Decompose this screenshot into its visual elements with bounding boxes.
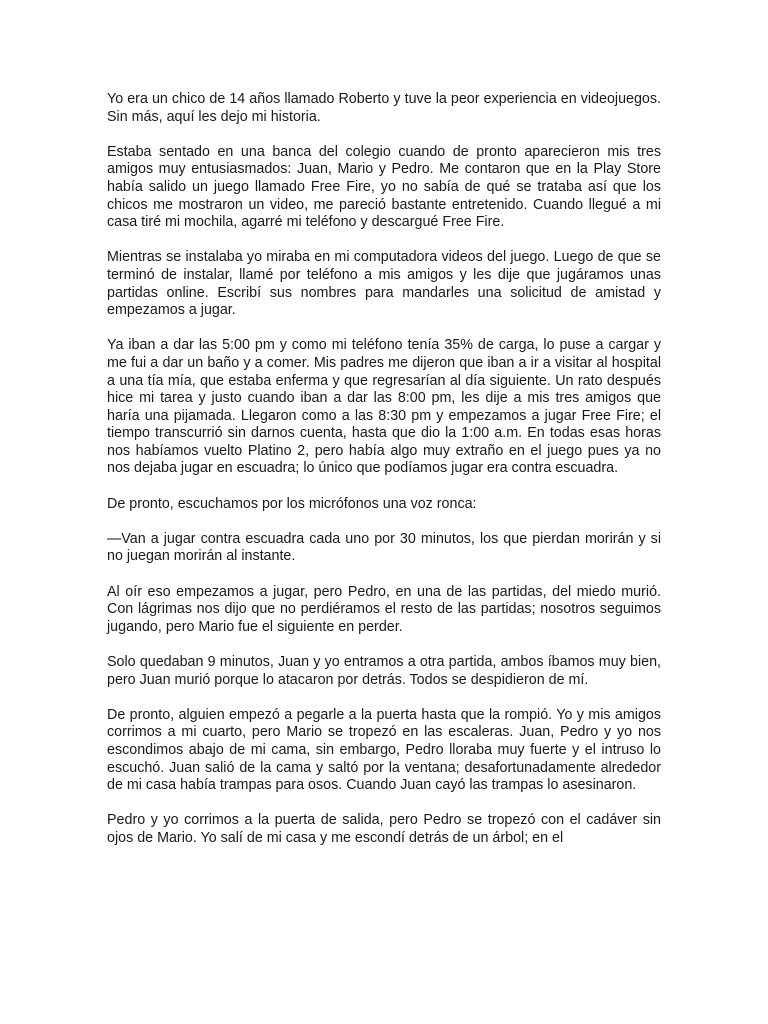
paragraph-1: Yo era un chico de 14 años llamado Roberto y tuve la peor experiencia en videojuegos. Sin más, aquí les dejo mi historia. <box>107 91 661 125</box>
paragraph-10: Pedro y yo corrimos a la puerta de salida, pero Pedro se tropezó con el cadáver sin ojos de Mario. Yo salí de mi casa y me escondí detrás de un árbol; en el <box>107 812 661 846</box>
paragraph-2: Estaba sentado en una banca del colegio cuando de pronto aparecieron mis tres amigos muy entusiasmados: Juan, Mario y Pedro. Me contaron que en la Play Store había salido un juego llamado Free Fire, yo no sabía de qué se trataba así que los chicos me mostraron un video, me pareció bastante entretenido. Cuando llegué a mi casa tiré mi mochila, agarré mi teléfono y descargué Free Fire. <box>107 143 661 231</box>
paragraph-8: Solo quedaban 9 minutos, Juan y yo entramos a otra partida, ambos íbamos muy bien, pero Juan murió porque lo atacaron por detrás. Todos se despidieron de mí. <box>107 654 661 688</box>
document-page <box>107 91 661 848</box>
paragraph-9: De pronto, alguien empezó a pegarle a la puerta hasta que la rompió. Yo y mis amigos corrimos a mi cuarto, pero Mario se tropezó en las escaleras. Juan, Pedro y yo nos escondimos abajo de mi cama, sin embargo, Pedro lloraba muy fuerte y el intruso lo escuchó. Juan salió de la cama y saltó por la ventana; desafortunadamente alrededor de mi casa había trampas para osos. Cuando Juan cayó las trampas lo asesinaron. <box>107 706 661 794</box>
paragraph-4: Ya iban a dar las 5:00 pm y como mi teléfono tenía 35% de carga, lo puse a cargar y me fui a dar un baño y a comer. Mis padres me dijeron que iban a ir a visitar al hospital a una tía mía, que estaba enferma y que regresarían al día siguiente. Un rato después hice mi tarea y justo cuando iban a dar las 8:00 pm, les dije a mis tres amigos que haría una pijamada. Llegaron como a las 8:30 pm y empezamos a jugar Free Fire; el tiempo transcurrió sin darnos cuenta, hasta que dio la 1:00 a.m. En todas esas horas nos habíamos vuelto Platino 2, pero había algo muy extraño en el juego pues ya no nos dejaba jugar en escuadra; lo único que podíamos jugar era contra escuadra. <box>107 337 661 477</box>
paragraph-3: Mientras se instalaba yo miraba en mi computadora videos del juego. Luego de que se terminó de instalar, llamé por teléfono a mis amigos y les dije que jugáramos unas partidas online. Escribí sus nombres para mandarles una solicitud de amistad y empezamos a jugar. <box>107 249 661 319</box>
paragraph-5: De pronto, escuchamos por los micrófonos una voz ronca: <box>107 495 477 512</box>
paragraph-6: —Van a jugar contra escuadra cada uno por 30 minutos, los que pierdan morirán y si no juegan morirán al instante. <box>107 530 661 565</box>
paragraph-7: Al oír eso empezamos a jugar, pero Pedro, en una de las partidas, del miedo murió. Con lágrimas nos dijo que no perdiéramos el resto de las partidas; nosotros seguimos jugando, pero Mario fue el siguiente en perder. <box>107 583 661 635</box>
